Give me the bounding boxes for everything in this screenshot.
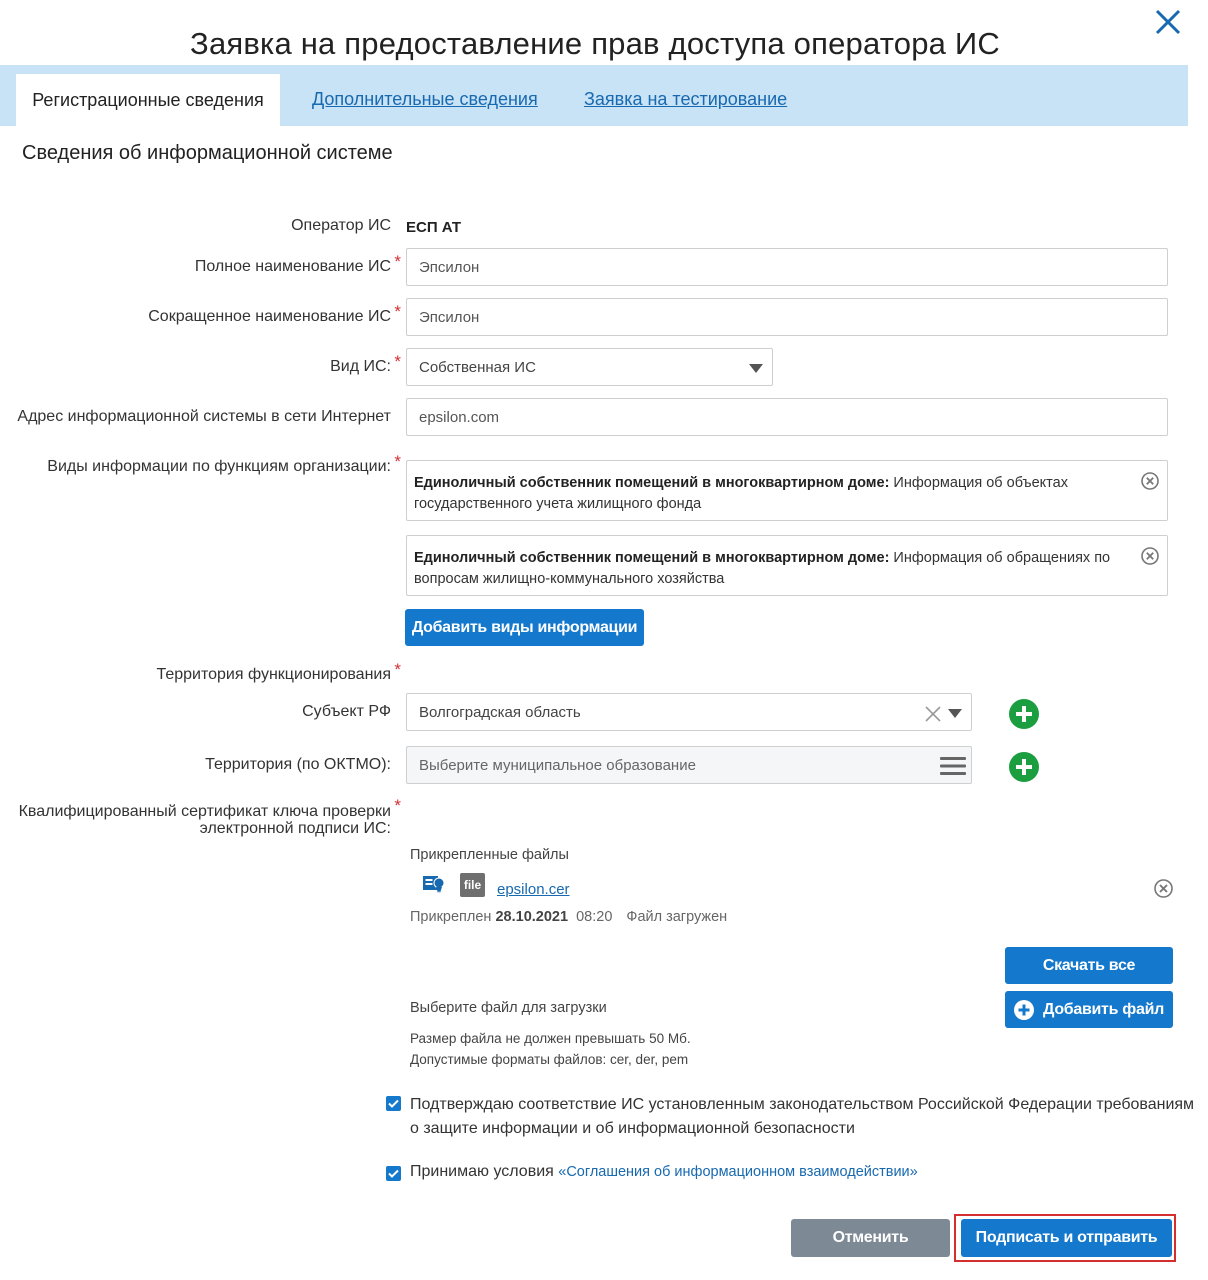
required-mark: * bbox=[394, 660, 401, 679]
oktmo-select[interactable] bbox=[406, 746, 972, 784]
tab-registration[interactable]: Регистрационные сведения bbox=[16, 74, 280, 126]
formats-text: Допустимые форматы файлов: cer, der, pem bbox=[410, 1052, 689, 1067]
tab-additional[interactable]: Дополнительные сведения bbox=[312, 89, 538, 109]
section-title: Сведения об информационной системе bbox=[22, 142, 393, 164]
dialog-title: Заявка на предоставление прав доступа оператора ИС bbox=[190, 26, 1000, 61]
agreement-checkbox[interactable] bbox=[386, 1166, 401, 1181]
subject-select[interactable] bbox=[406, 693, 972, 731]
required-mark: * bbox=[394, 352, 401, 371]
attached-files-title: Прикрепленные файлы bbox=[410, 847, 569, 863]
is-type-value: Собственная ИС bbox=[419, 358, 536, 376]
agreement-text: Принимаю условия «Соглашения об информационном взаимодействии» bbox=[410, 1163, 918, 1180]
subject-label: Субъект РФ bbox=[302, 703, 391, 720]
info-type-item bbox=[406, 460, 1168, 521]
size-limit-text: Размер файла не должен превышать 50 Мб. bbox=[410, 1031, 691, 1046]
info-type-text: Информация об объектах государственного учета жилищного фонда bbox=[414, 475, 1068, 512]
security-checkbox[interactable] bbox=[386, 1096, 401, 1111]
oktmo-label: Территория (по ОКТМО): bbox=[205, 756, 391, 773]
territory-label: Территория функционирования * bbox=[156, 660, 401, 683]
file-link[interactable]: epsilon.cer bbox=[497, 881, 570, 898]
attached-time: 08:20 bbox=[576, 909, 613, 925]
info-type-text: Информация об обращениях по вопросам жилищно-коммунального хозяйства bbox=[414, 550, 1111, 587]
attached-date: 28.10.2021 bbox=[495, 909, 569, 925]
full-name-input[interactable]: Эпсилон bbox=[406, 248, 1168, 286]
add-subject-icon[interactable] bbox=[1009, 699, 1039, 729]
required-mark: * bbox=[394, 252, 401, 271]
address-label: Адрес информационной системы в сети Интернет bbox=[17, 408, 391, 425]
info-type-bold: Единоличный собственник помещений в многоквартирном доме: bbox=[414, 475, 890, 491]
menu-icon[interactable] bbox=[940, 756, 966, 780]
upload-status: Файл загружен bbox=[626, 909, 728, 925]
remove-file-icon[interactable] bbox=[1154, 879, 1173, 903]
required-mark: * bbox=[394, 796, 401, 815]
chevron-down-icon bbox=[749, 364, 763, 373]
required-mark: * bbox=[394, 452, 401, 471]
security-confirm-text: Подтверждаю соответствие ИС установленным законодательством Российской Федерации требованиям о защите информации и об информационной безопасности bbox=[410, 1096, 1195, 1137]
is-type-label: Вид ИС: * bbox=[330, 352, 401, 375]
subject-value: Волгоградская область bbox=[419, 703, 581, 721]
info-type-bold: Единоличный собственник помещений в многоквартирном доме: bbox=[414, 550, 890, 566]
add-oktmo-icon[interactable] bbox=[1009, 752, 1039, 782]
operator-label: Оператор ИС bbox=[291, 217, 391, 234]
add-info-types-button[interactable]: Добавить виды информации bbox=[405, 609, 644, 646]
sign-submit-button[interactable]: Подписать и отправить bbox=[961, 1219, 1172, 1257]
required-mark: * bbox=[394, 302, 401, 321]
short-name-input[interactable]: Эпсилон bbox=[406, 298, 1168, 336]
info-types-label: Виды информации по функциям организации: * bbox=[47, 452, 401, 475]
chevron-down-icon bbox=[948, 709, 962, 718]
operator-value: ЕСП АТ bbox=[406, 219, 462, 236]
info-type-item bbox=[406, 535, 1168, 596]
full-name-label: Полное наименование ИС * bbox=[194, 252, 401, 275]
choose-file-label: Выберите файл для загрузки bbox=[410, 1000, 607, 1016]
certificate-label: Квалифицированный сертификат ключа проверки электронной подписи ИС: * bbox=[18, 796, 401, 837]
close-icon[interactable] bbox=[1150, 4, 1186, 40]
remove-circle-icon[interactable] bbox=[1141, 547, 1159, 565]
short-name-label: Сокращенное наименование ИС * bbox=[148, 302, 401, 325]
check-icon bbox=[388, 1099, 399, 1108]
certificate-icon bbox=[423, 874, 445, 899]
is-type-select[interactable] bbox=[406, 348, 773, 386]
add-file-button[interactable]: Добавить файл bbox=[1005, 991, 1173, 1028]
tab-testing[interactable]: Заявка на тестирование bbox=[584, 89, 788, 109]
plus-circle-icon bbox=[1014, 1000, 1034, 1020]
clear-icon[interactable] bbox=[925, 706, 941, 726]
remove-circle-icon[interactable] bbox=[1141, 472, 1159, 490]
download-all-button[interactable]: Скачать все bbox=[1005, 947, 1173, 984]
agreement-link[interactable]: «Соглашения об информационном взаимодействии» bbox=[558, 1164, 918, 1180]
cancel-button[interactable]: Отменить bbox=[791, 1219, 950, 1257]
check-icon bbox=[388, 1169, 399, 1178]
address-input[interactable]: epsilon.com bbox=[406, 398, 1168, 436]
attached-info: Прикреплен 28.10.2021 08:20 Файл загружен bbox=[410, 909, 728, 925]
oktmo-placeholder: Выберите муниципальное образование bbox=[419, 756, 696, 774]
file-type-icon: file bbox=[460, 873, 485, 897]
